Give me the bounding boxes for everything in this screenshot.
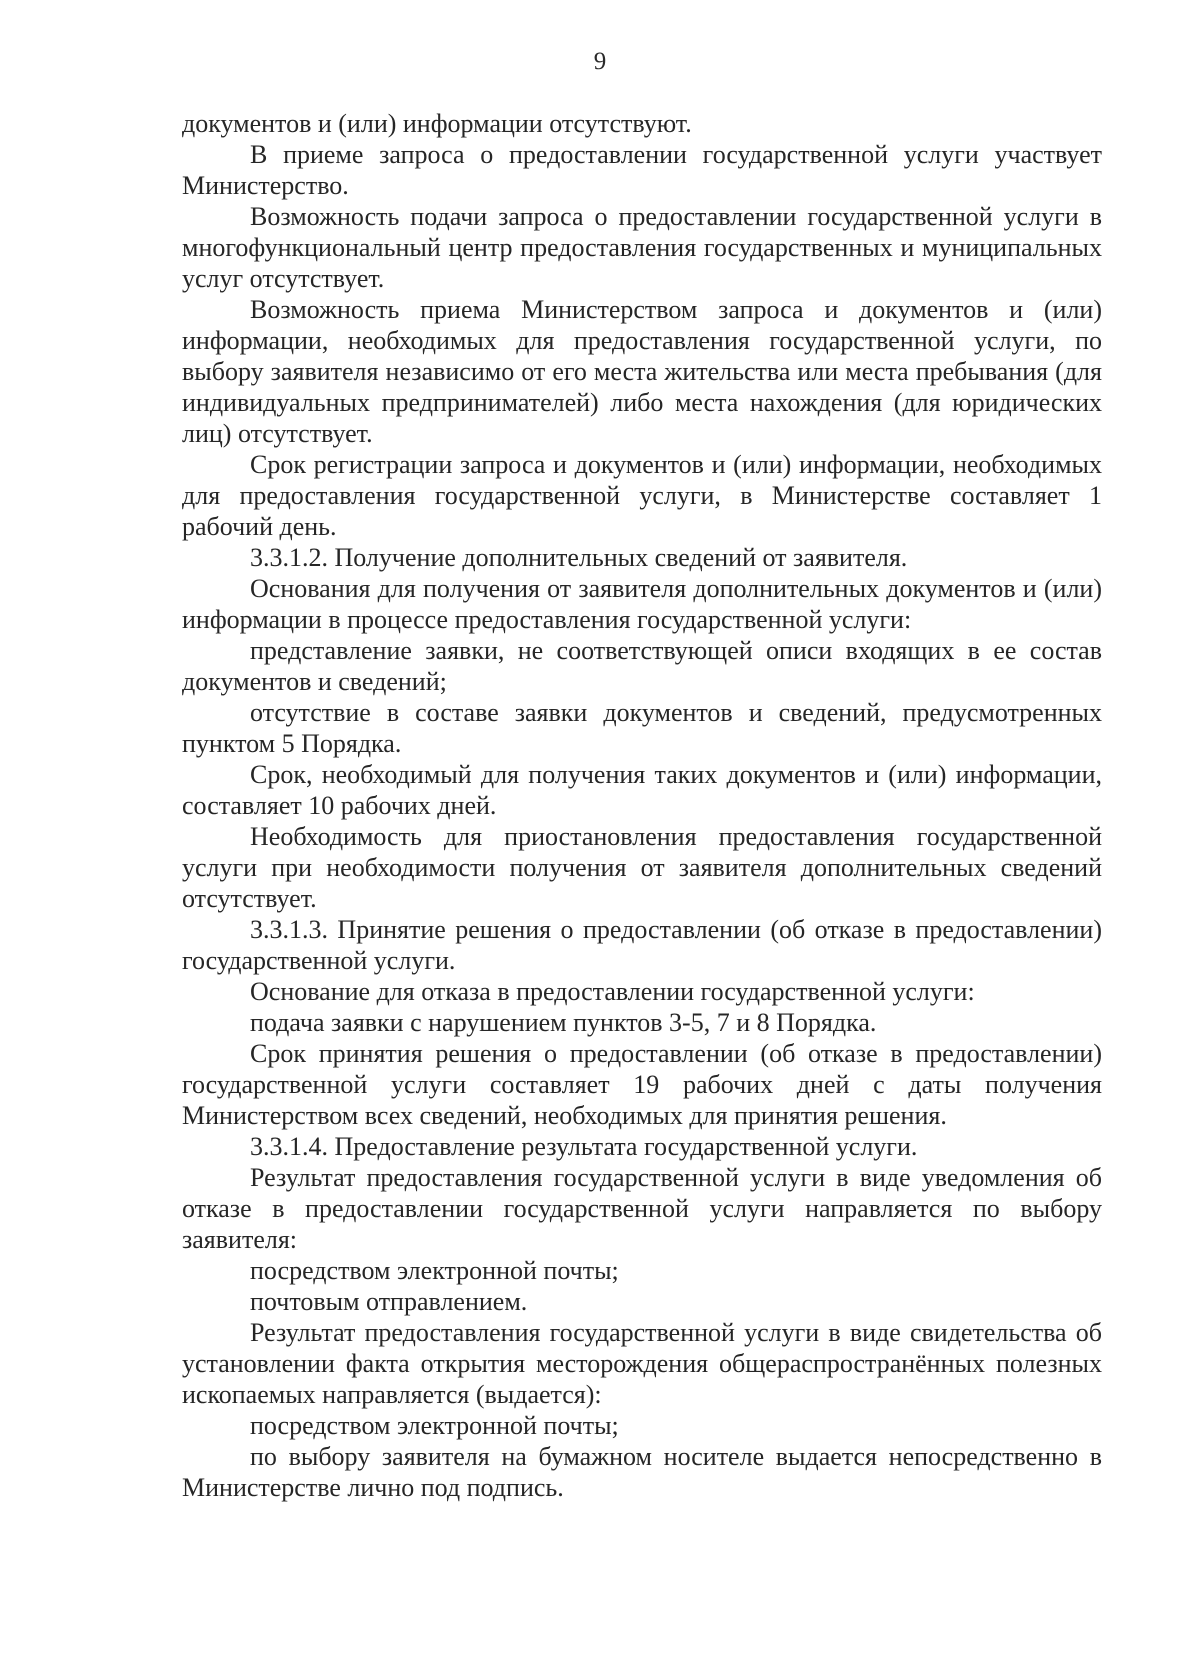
list-item: посредством электронной почты; — [250, 1256, 619, 1285]
list-item: представление заявки, не соответствующей описи входящих в ее состав документов и сведений; — [182, 636, 1102, 696]
paragraph: Результат предоставления государственной услуги в виде уведомления об отказе в предоставлении государственной услуги направляется по выбору заявителя: — [182, 1163, 1102, 1254]
paragraph: Возможность приема Министерством запроса и документов и (или) информации, необходимых для предоставления государственной услуги, по выбору заявителя независимо от его места жительства или места пребывания (для индивидуальных предпринимателей) либо места нахождения (для юридических лиц) отсутствует. — [182, 295, 1102, 448]
section-heading: 3.3.1.4. Предоставление результата государственной услуги. — [250, 1132, 918, 1161]
page-number: 9 — [593, 48, 607, 75]
list-item: посредством электронной почты; — [250, 1411, 619, 1440]
list-item: почтовым отправлением. — [250, 1287, 528, 1316]
paragraph: Возможность подачи запроса о предоставлении государственной услуги в многофункциональный центр предоставления государственных и муниципальных услуг отсутствует. — [182, 202, 1102, 293]
list-item: отсутствие в составе заявки документов и сведений, предусмотренных пунктом 5 Порядка. — [182, 698, 1102, 758]
list-item: по выбору заявителя на бумажном носителе выдается непосредственно в Министерстве лично под подпись. — [182, 1442, 1102, 1502]
section-heading: 3.3.1.2. Получение дополнительных сведений от заявителя. — [250, 543, 908, 572]
section-heading: 3.3.1.3. Принятие решения о предоставлении (об отказе в предоставлении) государственной услуги. — [182, 915, 1102, 975]
list-item: подача заявки с нарушением пунктов 3-5, 7 и 8 Порядка. — [250, 1008, 877, 1037]
paragraph: Результат предоставления государственной услуги в виде свидетельства об установлении факта открытия месторождения общераспространённых полезных ископаемых направляется (выдается): — [182, 1318, 1102, 1409]
paragraph: Срок регистрации запроса и документов и (или) информации, необходимых для предоставления государственной услуги, в Министерстве составляет 1 рабочий день. — [182, 450, 1102, 541]
paragraph: В приеме запроса о предоставлении государственной услуги участвует Министерство. — [182, 140, 1102, 200]
paragraph: Основания для получения от заявителя дополнительных документов и (или) информации в процессе предоставления государственной услуги: — [182, 574, 1102, 634]
paragraph: Необходимость для приостановления предоставления государственной услуги при необходимости получения от заявителя дополнительных сведений отсутствует. — [182, 822, 1102, 913]
paragraph: Срок, необходимый для получения таких документов и (или) информации, составляет 10 рабочих дней. — [182, 760, 1102, 820]
paragraph: документов и (или) информации отсутствуют. — [182, 109, 692, 138]
paragraph: Основание для отказа в предоставлении государственной услуги: — [250, 977, 975, 1006]
document-body — [182, 108, 1102, 1503]
paragraph: Срок принятия решения о предоставлении (об отказе в предоставлении) государственной услуги составляет 19 рабочих дней с даты получения Министерством всех сведений, необходимых для принятия решения. — [182, 1039, 1102, 1130]
